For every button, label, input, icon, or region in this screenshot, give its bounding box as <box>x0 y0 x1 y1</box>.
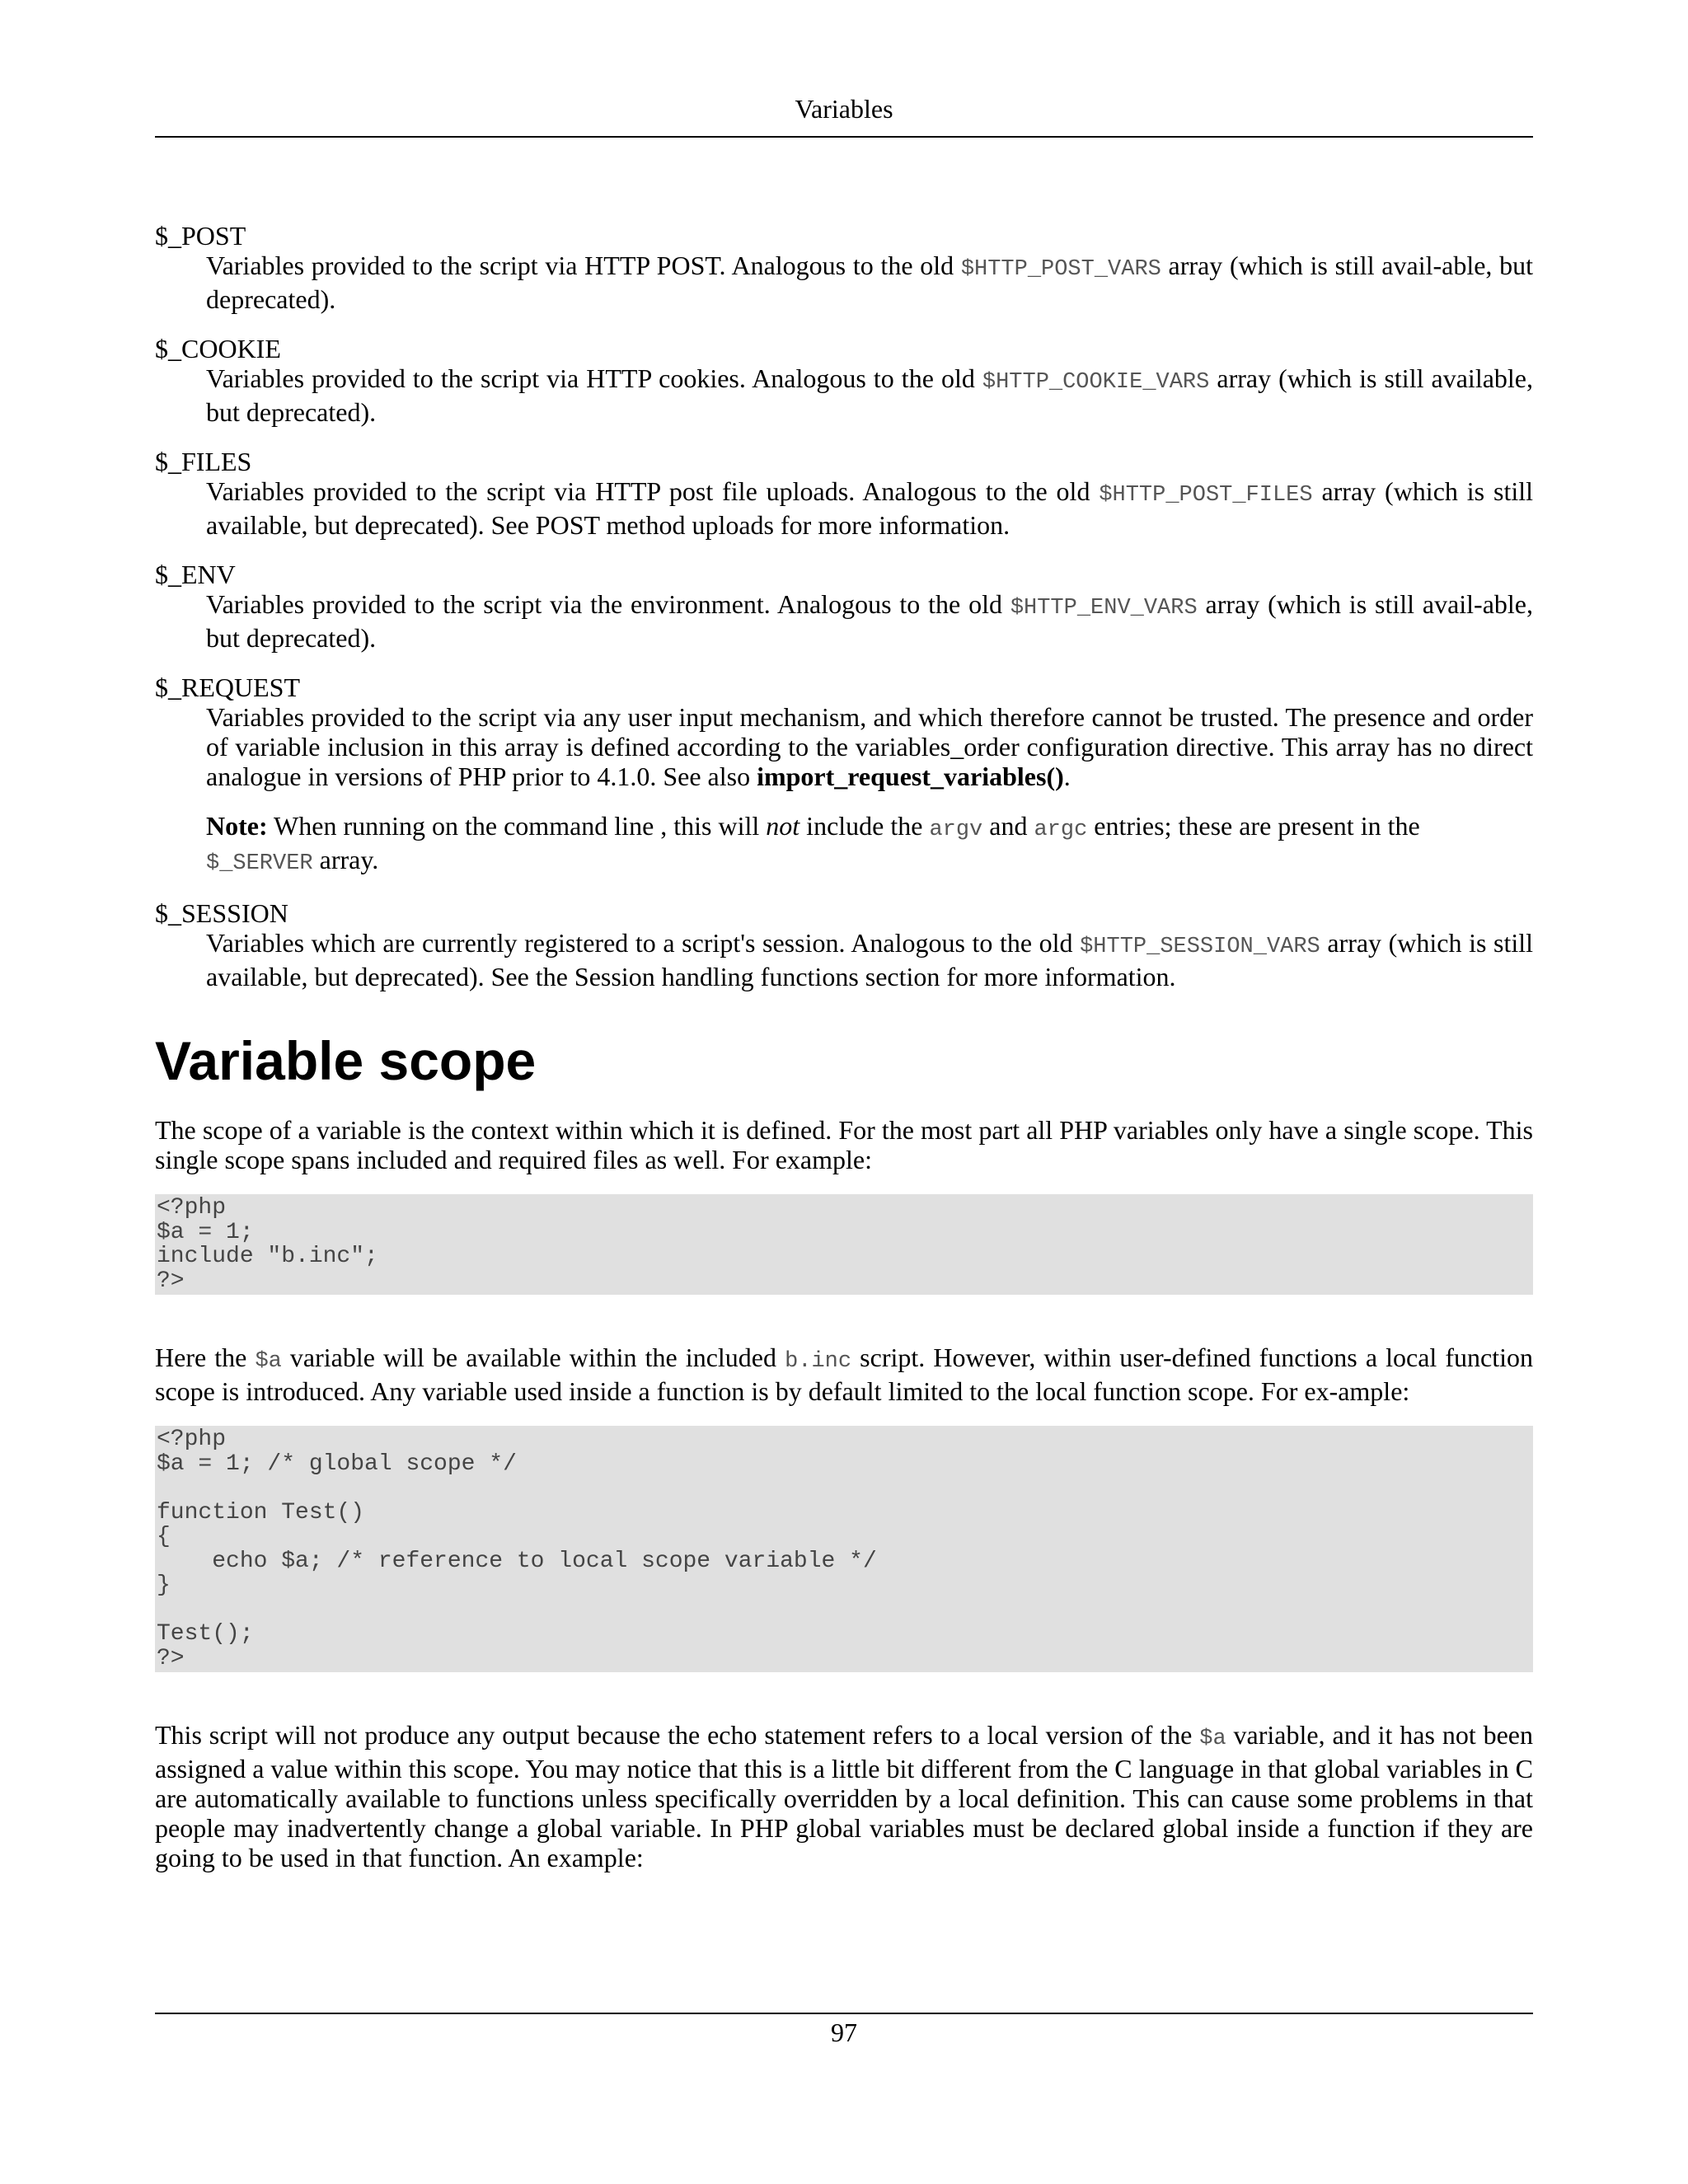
paragraph <box>155 1343 1533 1406</box>
paragraph-text: variable will be available within the included <box>281 1343 785 1372</box>
paragraph <box>155 1720 1533 1872</box>
def-env <box>206 589 1533 653</box>
def-text: Variables provided to the script via HTTP POST. Analogous to the old <box>206 251 961 280</box>
note-text: include the <box>799 811 930 841</box>
note-block <box>206 811 1533 879</box>
entry-post <box>155 221 1533 314</box>
inline-code: argv <box>929 818 983 842</box>
paragraph-text: Here the <box>155 1343 256 1372</box>
def-cookie <box>206 363 1533 427</box>
footer-rule <box>155 2013 1533 2014</box>
page-content <box>155 221 1533 1872</box>
running-header: Variables <box>795 94 893 124</box>
def-text: array (which is still available, but deprecated). <box>206 363 1534 427</box>
inline-code: $a <box>1199 1727 1226 1751</box>
note-text: When running on the command line , this will <box>267 811 767 841</box>
inline-code: $HTTP_COOKIE_VARS <box>982 370 1210 395</box>
term-session: $_SESSION <box>155 898 288 928</box>
header-rule <box>155 136 1533 138</box>
def-text: array (which is still available, but deprecated). See the Session handling functions section for more information. <box>206 928 1534 991</box>
def-request <box>206 702 1533 791</box>
entry-files <box>155 447 1533 540</box>
inline-code: b.inc <box>785 1349 852 1374</box>
entry-cookie <box>155 334 1533 427</box>
entry-env <box>155 560 1533 653</box>
code-block: <?php $a = 1; /* global scope */ function Test() { echo $a; /* reference to local scope variable */ } Test(); ?> <box>155 1426 1533 1672</box>
inline-code: $_SERVER <box>206 851 313 876</box>
inline-code: $a <box>255 1349 282 1374</box>
def-text: array (which is still avail-able, but deprecated). <box>206 251 1534 314</box>
note-text: array. <box>312 845 379 874</box>
def-text: Variables provided to the script via HTTP cookies. Analogous to the old <box>206 363 982 393</box>
note-emphasis: not <box>766 811 800 841</box>
entry-request <box>155 673 1533 879</box>
code-block: <?php $a = 1; include "b.inc"; ?> <box>155 1194 1533 1295</box>
paragraph-text: script. However, within user-defined functions a local function scope is introduced. Any variable used inside a function is by default limited to the local function scope. For ex-ample: <box>155 1343 1534 1406</box>
def-text: Variables provided to the script via the environment. Analogous to the old <box>206 589 1010 619</box>
paragraph: The scope of a variable is the context within which it is defined. For the most part all PHP variables only have a single scope. This single scope spans included and required files as well. For example: <box>155 1115 1533 1174</box>
def-text: array (which is still available, but deprecated). See POST method uploads for more information. <box>206 476 1534 540</box>
paragraph-text: This script will not produce any output because the echo statement refers to a local version of the <box>155 1720 1200 1750</box>
def-text: . <box>1063 762 1071 791</box>
def-files <box>206 476 1533 540</box>
term-cookie: $_COOKIE <box>155 334 281 363</box>
term-request: $_REQUEST <box>155 673 300 702</box>
def-session <box>206 928 1533 991</box>
inline-code: $HTTP_POST_VARS <box>960 257 1161 282</box>
def-text: Variables which are currently registered to a script's session. Analogous to the old <box>206 928 1081 958</box>
def-text: array (which is still avail-able, but deprecated). <box>206 589 1534 653</box>
inline-code: argc <box>1034 818 1088 842</box>
note-text: and <box>982 811 1034 841</box>
def-text: Variables provided to the script via HTTP post file uploads. Analogous to the old <box>206 476 1100 506</box>
note-label: Note: <box>206 811 268 841</box>
term-files: $_FILES <box>155 447 252 476</box>
inline-code: $HTTP_ENV_VARS <box>1010 596 1198 621</box>
paragraph-text: variable, and it has not been assigned a value within this scope. You may notice that this is a little bit different from the C language in that global variables in C are automatically available to functions unless specifically overridden by a local definition. This can cause some problems in that people may inadvertently change a global variable. In PHP global variables must be declared global inside a function if they are going to be used in that function. An example: <box>155 1720 1534 1872</box>
function-reference: import_request_variables() <box>757 762 1064 791</box>
def-post <box>206 251 1533 314</box>
page-number: 97 <box>831 2018 857 2047</box>
def-text: Variables provided to the script via any user input mechanism, and which therefore cannot be trusted. The presence and order of variable inclusion in this array is defined according to the variables_order configuration directive. This array has no direct analogue in versions of PHP prior to 4.1.0. See also <box>206 702 1533 791</box>
inline-code: $HTTP_SESSION_VARS <box>1080 935 1320 959</box>
term-post: $_POST <box>155 221 246 251</box>
note-text: entries; these are present in the <box>1087 811 1420 841</box>
inline-code: $HTTP_POST_FILES <box>1099 483 1313 508</box>
entry-session <box>155 898 1533 991</box>
section-heading: Variable scope <box>155 1030 537 1091</box>
term-env: $_ENV <box>155 560 236 589</box>
